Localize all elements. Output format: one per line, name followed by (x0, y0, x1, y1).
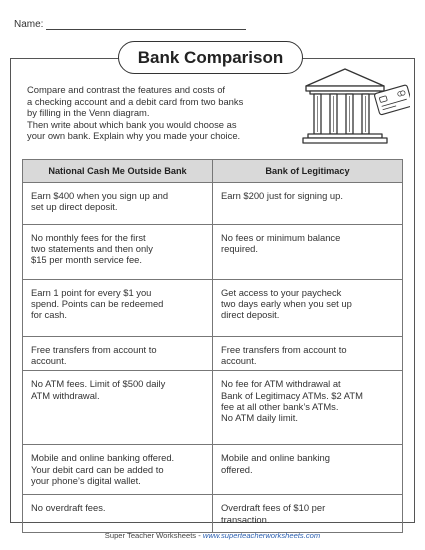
cell-bank-of-legitimacy: Overdraft fees of $10 per transaction. (213, 495, 403, 533)
table-header-row (23, 160, 403, 183)
instruction-line: your own bank. Explain why you made your choice. (27, 130, 241, 142)
table-row (23, 337, 403, 371)
cell-bank-of-legitimacy: Earn $200 just for signing up. (213, 183, 403, 225)
cell-national-cash: No overdraft fees. (23, 495, 213, 533)
table-row (23, 280, 403, 337)
instruction-line: a checking account and a debit card from two banks (27, 95, 244, 107)
cell-bank-of-legitimacy: Mobile and online banking offered. (213, 445, 403, 495)
footer-link[interactable]: www.superteacherworksheets.com (202, 531, 321, 540)
cell-national-cash: Earn 1 point for every $1 you spend. Points can be redeemed for cash. (23, 280, 213, 337)
table-row (23, 371, 403, 445)
table-row (23, 183, 403, 225)
instruction-line: Then write about which bank you would choose as (27, 118, 237, 130)
bank-building-icon (303, 69, 387, 143)
instruction-line: by filling in the Venn diagram. (27, 107, 150, 119)
cell-national-cash: Free transfers from account to account. (23, 337, 213, 371)
cell-bank-of-legitimacy: No fees or minimum balance required. (213, 225, 403, 280)
name-label: Name: (14, 19, 44, 30)
table-row (23, 495, 403, 533)
instructions (27, 84, 327, 142)
table-row (23, 445, 403, 495)
footer-brand: Super Teacher Worksheets (104, 531, 197, 540)
cell-bank-of-legitimacy: Get access to your paycheck two days early when you set up direct deposit. (213, 280, 403, 337)
cell-national-cash: Earn $400 when you sign up and set up direct deposit. (23, 183, 213, 225)
footer (0, 531, 425, 540)
cell-bank-of-legitimacy: No fee for ATM withdrawal at Bank of Legitimacy ATMs. $2 ATM fee at all other bank’s ATMs. No ATM daily limit. (213, 371, 403, 445)
page-title: Bank Comparison (118, 41, 303, 74)
column-header-bank-of-legitimacy: Bank of Legitimacy (213, 160, 403, 183)
cell-bank-of-legitimacy: Free transfers from account to account. (213, 337, 403, 371)
bank-illustration (298, 66, 410, 152)
column-header-national-cash: National Cash Me Outside Bank (23, 160, 213, 183)
table-row (23, 225, 403, 280)
name-input-line[interactable] (46, 20, 246, 30)
instruction-line: Compare and contrast the features and costs of (27, 84, 226, 95)
name-field (14, 19, 246, 30)
cell-national-cash: No ATM fees. Limit of $500 daily ATM withdrawal. (23, 371, 213, 445)
footer-separator: - (196, 531, 203, 540)
cell-national-cash: Mobile and online banking offered. Your debit card can be added to your phone’s digital wallet. (23, 445, 213, 495)
table-body (23, 183, 403, 533)
comparison-table (22, 159, 403, 533)
cell-national-cash: No monthly fees for the first two statements and then only $15 per month service fee. (23, 225, 213, 280)
